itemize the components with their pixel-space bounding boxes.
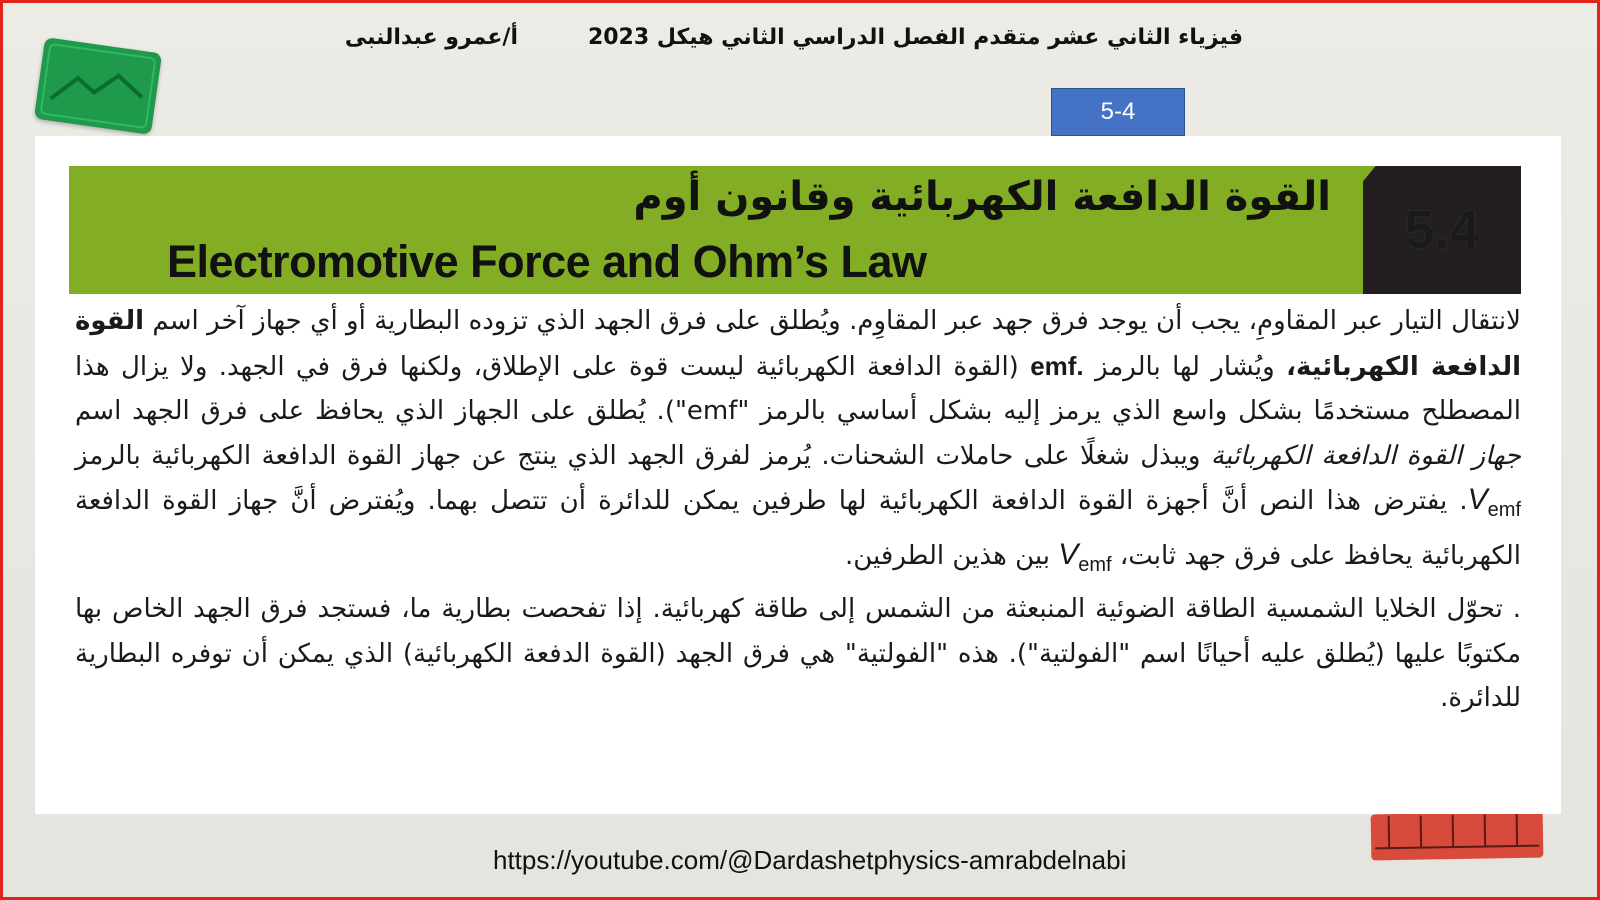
- youtube-channel-link[interactable]: https://youtube.com/@Dardashetphysics-amrabdelnabi: [493, 845, 1127, 875]
- emf-device-term-italic: جهاز القوة الدافعة الكهربائية: [1210, 440, 1522, 471]
- section-title-arabic: القوة الدافعة الكهربائية وقانون أوم: [633, 174, 1331, 220]
- author-name: أ/عمرو عبدالنبى: [344, 25, 518, 50]
- p1-text-e: . يفترض هذا النص أنَّ أجهزة القوة الدافعة الكهربائية لها طرفين يمكن للدائرة أن تتصل بهما. ويُفترض أنَّ جهاز القوة الدافعة الكهربائية يحافظ على فرق جهد ثابت،: [75, 486, 1521, 571]
- p1-text-a: لانتقال التيار عبر المقاومِ، يجب أن يوجد فرق جهد عبر المقاوِم. ويُطلق على فرق الجهد الذي تزوده البطارية أو أي جهاز آخر اسم: [144, 306, 1521, 336]
- red-ruler-icon: [1371, 812, 1544, 861]
- p1-text-f: بين هذين الطرفين.: [845, 540, 1059, 571]
- vemf-symbol: [1467, 483, 1521, 521]
- body-text: [75, 299, 1521, 721]
- green-chart-card-icon: [34, 37, 162, 135]
- paragraph-2: . تحوّل الخلايا الشمسية الطاقة الضوئية المنبعثة من الشمس إلى طاقة كهربائية. إذا تفحصت بطارية ما، فستجد فرق الجهد الخاص بها مكتوبًا عليها (يُطلق عليه أحيانًا اسم "الفولتية"). هذه "الفولتية" هي فرق الجهد (القوة الدفعة الكهربائية) الذي يمكن أن توفره البطارية للدائرة.: [75, 594, 1521, 713]
- p1-text-c: (القوة الدافعة الكهربائية ليست قوة على الإطلاق، ولكنها فرق في الجهد. ولا يزال هذا المصطلح مستخدمًا بشكل واسع الذي يرمز إليه بشكل أساسي بالرمز "emf"). يُطلق على الجهاز الذي يحافظ على فرق الجهد اسم: [75, 351, 1521, 426]
- content-panel: [35, 136, 1561, 814]
- paragraph-1: [75, 299, 1521, 587]
- course-title: فيزياء الثاني عشر متقدم الفصل الدراسي الثاني هيكل 2023: [587, 25, 1243, 50]
- section-title-bar: [69, 166, 1521, 294]
- vemf-symbol-sub: emf: [1487, 499, 1521, 521]
- p1-text-d: ويبذل شغلًا على حاملات الشحنات. يُرمز لفرق الجهد الذي ينتج عن جهاز القوة الدافعة الكهربائية بالرمز: [75, 440, 1211, 471]
- section-badge: 5-4: [1051, 88, 1185, 136]
- vemf-symbol-sub-2: emf: [1078, 553, 1112, 576]
- emf-symbol-text: emf.: [1030, 350, 1084, 381]
- vemf-symbol-2: [1058, 537, 1112, 576]
- p1-text-b: ويُشار لها بالرمز: [1083, 351, 1287, 382]
- emf-term-bold: القوة الدافعة الكهربائية،: [75, 306, 1521, 382]
- vemf-symbol-main: V: [1467, 483, 1488, 516]
- vemf-symbol-main-2: V: [1058, 537, 1079, 571]
- section-title-english: Electromotive Force and Ohm’s Law: [167, 236, 927, 287]
- section-number: 5.4: [1404, 200, 1480, 260]
